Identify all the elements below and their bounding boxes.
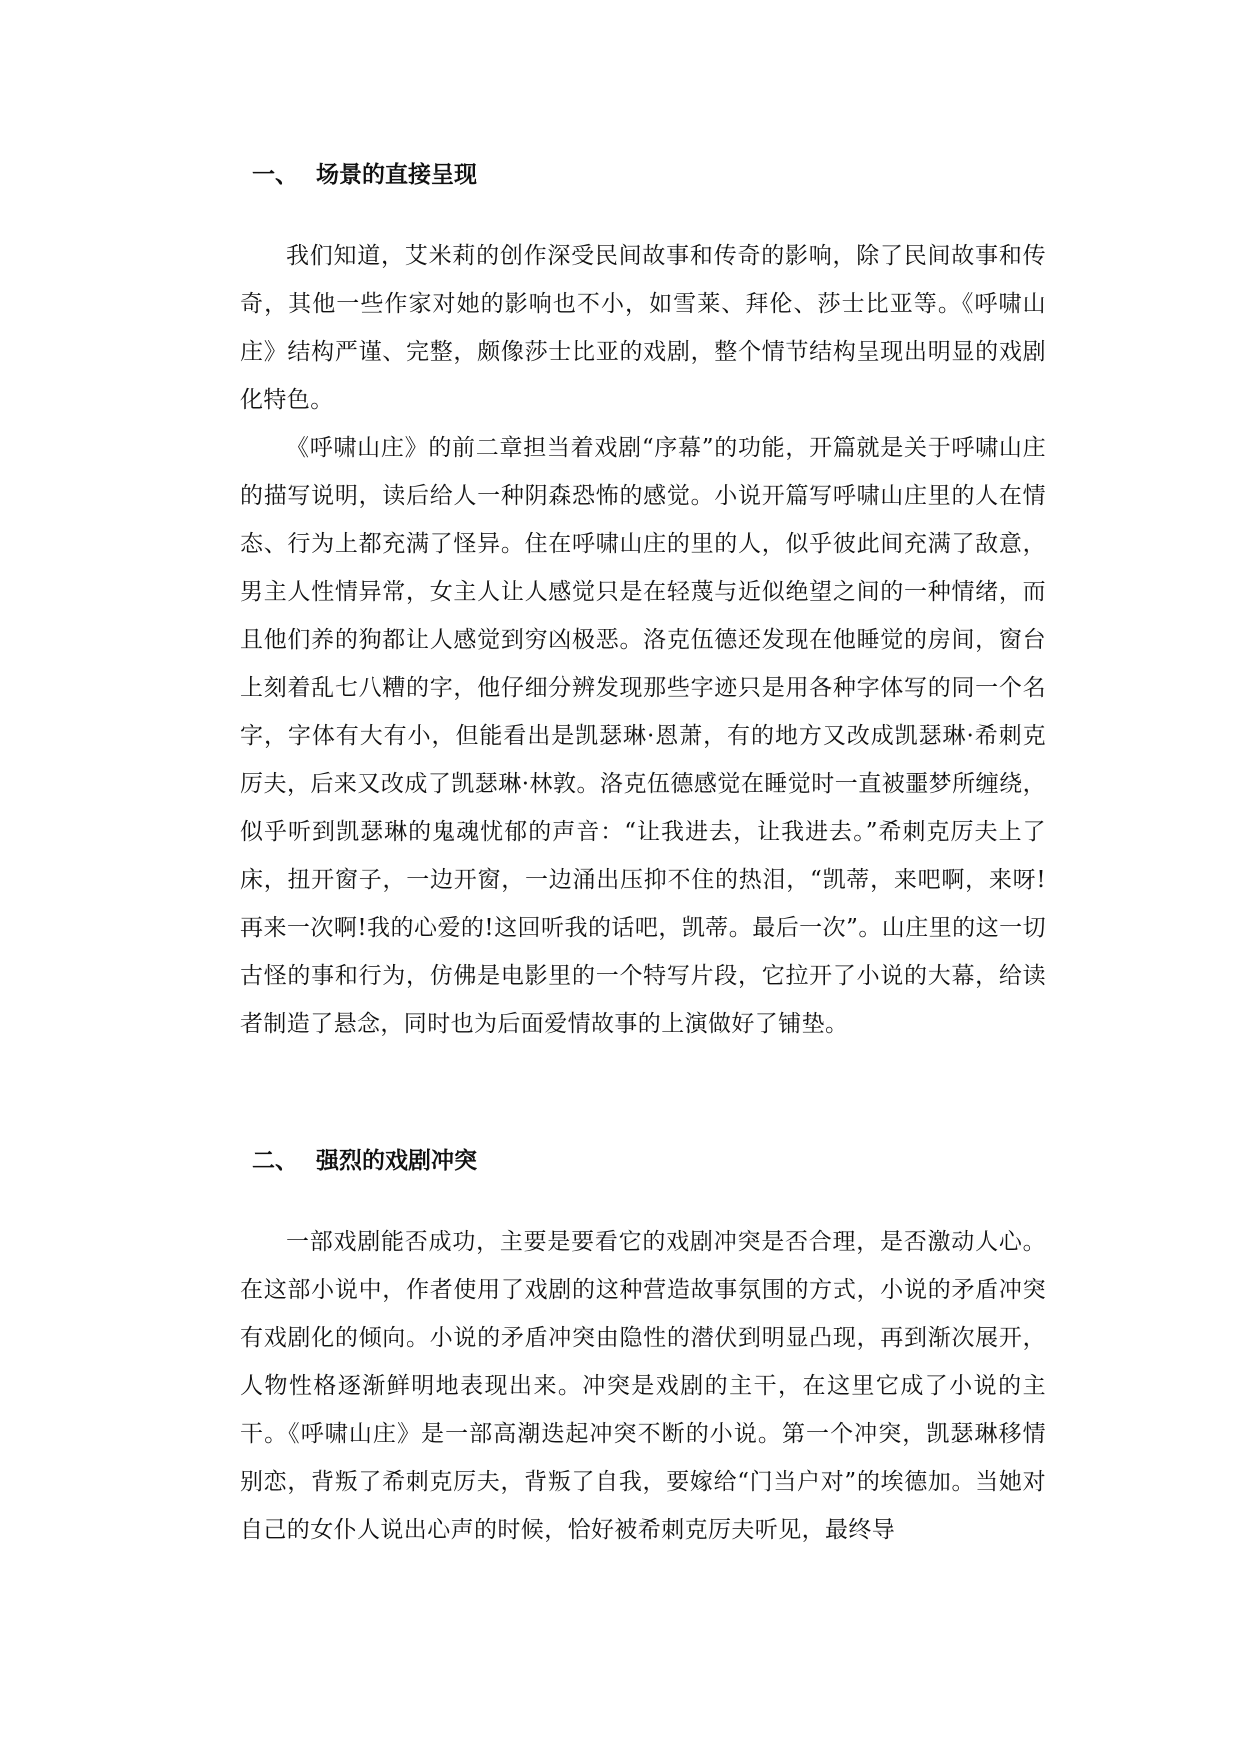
- section-number: 二、: [252, 1148, 298, 1174]
- section-2-body: [240, 1218, 1046, 1554]
- section-1-body: [240, 232, 1046, 1048]
- section-heading-2: [252, 1146, 477, 1176]
- section-heading-1: [252, 160, 477, 190]
- section-title: 强烈的戏剧冲突: [316, 1148, 477, 1174]
- section-number: 一、: [252, 162, 298, 188]
- paragraph: 我们知道，艾米莉的创作深受民间故事和传奇的影响，除了民间故事和传奇，其他一些作家对她的影响也不小，如雪莱、拜伦、莎士比亚等。《呼啸山庄》结构严谨、完整，颇像莎士比亚的戏剧，整个情节结构呈现出明显的戏剧化特色。: [240, 243, 1046, 413]
- paragraph: 《呼啸山庄》的前二章担当着戏剧“序幕”的功能，开篇就是关于呼啸山庄的描写说明，读后给人一种阴森恐怖的感觉。小说开篇写呼啸山庄里的人在情态、行为上都充满了怪异。住在呼啸山庄的里的人，似乎彼此间充满了敌意，男主人性情异常，女主人让人感觉只是在轻蔑与近似绝望之间的一种情绪，而且他们养的狗都让人感觉到穷凶极恶。洛克伍德还发现在他睡觉的房间，窗台上刻着乱七八糟的字，他仔细分辨发现那些字迹只是用各种字体写的同一个名字，字体有大有小，但能看出是凯瑟琳·恩萧，有的地方又改成凯瑟琳·希刺克厉夫，后来又改成了凯瑟琳·林敦。洛克伍德感觉在睡觉时一直被噩梦所缠绕，似乎听到凯瑟琳的鬼魂忧郁的声音：“让我进去，让我进去。”希刺克厉夫上了床，扭开窗子，一边开窗，一边涌出压抑不住的热泪，“凯蒂，来吧啊，来呀!再来一次啊!我的心爱的!这回听我的话吧，凯蒂。最后一次”。山庄里的这一切古怪的事和行为，仿佛是电影里的一个特写片段，它拉开了小说的大幕，给读者制造了悬念，同时也为后面爱情故事的上演做好了铺垫。: [240, 435, 1046, 1037]
- paragraph: 一部戏剧能否成功，主要是要看它的戏剧冲突是否合理，是否激动人心。在这部小说中，作者使用了戏剧的这种营造故事氛围的方式，小说的矛盾冲突有戏剧化的倾向。小说的矛盾冲突由隐性的潜伏到明显凸现，再到渐次展开，人物性格逐渐鲜明地表现出来。冲突是戏剧的主干，在这里它成了小说的主干。《呼啸山庄》是一部高潮迭起冲突不断的小说。第一个冲突，凯瑟琳移情别恋，背叛了希刺克厉夫，背叛了自我，要嫁给“门当户对”的埃德加。当她对自己的女仆人说出心声的时候，恰好被希刺克厉夫听见，最终导: [240, 1229, 1046, 1543]
- section-title: 场景的直接呈现: [316, 162, 477, 188]
